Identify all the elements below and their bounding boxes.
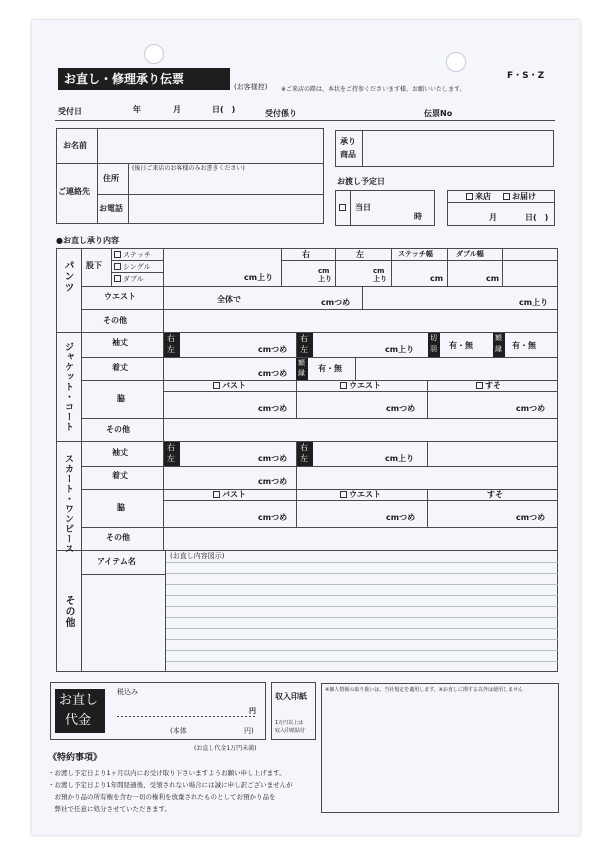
skirt-waist-checkbox[interactable]: [340, 491, 347, 498]
skirt-waist-label: ウエスト: [349, 490, 381, 499]
header-underline: [55, 120, 555, 121]
gaku-yes-no[interactable]: 有・無: [512, 341, 536, 350]
left-cm-up: cm 上り: [373, 267, 387, 284]
terms-line-3: お預かり品の所有権を含む一切の権利を放棄されたものとしてお預かり品を: [48, 793, 276, 801]
stitch-label: ステッチ: [123, 251, 151, 259]
jacket-sleeve-right: 右: [167, 334, 175, 343]
skirt-bust-checkbox[interactable]: [213, 491, 220, 498]
jacket-other-label: その他: [106, 425, 130, 434]
terms-line-2: ・お渡し予定日より1年間経過後、受領されない場合には誠に申し訳ございませんが: [48, 781, 293, 789]
skirt-other-label: その他: [106, 533, 130, 542]
jacket-waist-cm-take: cmつめ: [386, 404, 416, 413]
stitch-width-cm: cm: [430, 274, 444, 283]
terms-title: 《特約事項》: [48, 753, 103, 763]
hem-cm-up: cm上り: [244, 273, 274, 282]
jacket-hem-label: すそ: [485, 381, 501, 390]
phone-label: お電話: [99, 204, 123, 213]
visit-checkbox[interactable]: [466, 193, 473, 200]
skirt-other-field[interactable]: [164, 528, 557, 550]
terms-line-1: ・お渡し予定日より1ヶ月以内にお受け取り下さいますようお願い申し上げます。: [48, 769, 286, 777]
stitch-width-label: ステッチ幅: [398, 250, 433, 258]
form-code: F・S・Z: [507, 71, 545, 81]
skirt-sleeve-left: 左: [167, 454, 175, 463]
skirt-side-label: 脇: [117, 503, 125, 512]
jacket-length-label: 着丈: [112, 363, 128, 372]
date-day: 日( ): [212, 105, 236, 114]
skirt-sleeve-cm-take: cmつめ: [258, 454, 288, 463]
single-checkbox[interactable]: [114, 263, 121, 270]
jacket-en-label: 縁: [298, 369, 305, 377]
skirt-length-label: 着丈: [112, 471, 128, 480]
skirt-sleeve-label: 袖丈: [112, 448, 128, 457]
skirt-hem-cm-take: cmつめ: [516, 513, 546, 522]
jacket-sleeve-cm-up: cm上り: [385, 345, 415, 354]
single-label: シングル: [123, 263, 151, 271]
skirt-hem-label: すそ: [487, 490, 503, 499]
gaku-label: 額: [495, 334, 502, 342]
skirt-section-label: スカート・ワンピース: [63, 454, 73, 554]
date-year: 年: [133, 105, 141, 114]
visit-label: 来店: [475, 192, 491, 201]
double-width-cm: cm: [486, 274, 500, 283]
item-label-2: 商品: [340, 150, 356, 159]
address-note: (後日ご来店のお客様のみお書きください): [132, 165, 245, 172]
jacket-side-label: 脇: [117, 394, 125, 403]
notice-text: ※ご来店の際は、本状をご持参くださいます様、お願いいたします。: [281, 86, 466, 93]
address-label: 住所: [103, 174, 119, 183]
punch-hole-left: [144, 44, 164, 64]
deliver-label: お届け: [512, 192, 536, 201]
jacket-gaku-label: 額: [298, 359, 305, 367]
diagram-label: (お直し内容図示): [170, 552, 225, 560]
pants-other-label: その他: [103, 316, 127, 325]
waist-cm-up: cm上り: [519, 298, 549, 307]
stamp-note-1: 1万円以上は: [275, 720, 304, 726]
diagram-field[interactable]: [166, 563, 557, 671]
same-day-checkbox[interactable]: [339, 204, 348, 212]
item-name-field[interactable]: [82, 575, 165, 671]
pants-left-label: 左: [356, 250, 364, 259]
skirt-sleeve-cm-up: cm上り: [385, 454, 415, 463]
payment-label-2: 代金: [65, 713, 92, 728]
contact-label: ご連絡先: [58, 187, 90, 196]
subtitle: (お客様控): [234, 83, 268, 91]
skirt-bust-cm-take: cmつめ: [258, 513, 288, 522]
stitch-checkbox[interactable]: [114, 251, 121, 258]
skirt-sleeve-left-2: 左: [300, 454, 308, 463]
same-day-label: 当日: [355, 203, 371, 212]
address-field[interactable]: [129, 175, 323, 193]
skirt-bust-label: バスト: [222, 490, 246, 499]
pants-right-label: 右: [302, 250, 310, 259]
item-field[interactable]: [363, 131, 553, 166]
jacket-section-label: ジャケット・コート: [63, 342, 73, 432]
tax-incl-field[interactable]: [117, 698, 247, 715]
skirt-length-cm-take: cmつめ: [258, 477, 288, 486]
base-label: (本体: [170, 727, 187, 735]
double-width-label: ダブル幅: [456, 250, 484, 258]
waist-label: ウエスト: [104, 292, 136, 301]
skirt-sleeve-right: 右: [167, 443, 175, 452]
payment-note: (お直し代金1万円未満): [194, 745, 257, 752]
staff-label: 受付係り: [265, 109, 297, 118]
jacket-other-field[interactable]: [164, 419, 557, 441]
base-yen: 円): [244, 727, 254, 735]
jacket-bust-checkbox[interactable]: [213, 382, 220, 389]
jacket-sleeve-cm-take: cmつめ: [258, 345, 288, 354]
kiri-label: 切: [430, 334, 437, 342]
name-field[interactable]: [98, 129, 323, 163]
overall-label: 全体で: [217, 295, 241, 304]
right-cm-up: cm 上り: [318, 267, 332, 284]
stamp-label: 収入印紙: [275, 692, 307, 701]
stamp-note-2: 収入印紙貼付: [275, 728, 306, 734]
waist-cm-take: cmつめ: [321, 298, 351, 307]
jacket-sleeve-left: 左: [167, 345, 175, 354]
jacket-sleeve-left-2: 左: [300, 345, 308, 354]
jacket-en-yes-no[interactable]: 有・無: [318, 364, 342, 373]
slip-number-label: 伝票No: [424, 109, 453, 118]
jacket-waist-checkbox[interactable]: [340, 382, 347, 389]
terms-line-4: 弊社で任意に処分させていただきます。: [48, 805, 171, 813]
pickup-label: お渡し予定日: [337, 177, 385, 186]
payment-label-1: お直し: [59, 693, 99, 708]
date-label: 受付日: [58, 107, 82, 116]
section-title: ●お直し承り内容: [56, 236, 119, 245]
jacket-hem-cm-take: cmつめ: [516, 404, 546, 413]
tax-incl-yen: 円: [249, 707, 256, 715]
item-label-1: 承り: [340, 137, 356, 146]
hem-label: 股下: [86, 261, 102, 270]
date-month: 月: [173, 105, 181, 114]
en-label: 縁: [495, 345, 502, 353]
others-section-label: その他: [63, 595, 74, 628]
pickup-day: 日( ): [525, 213, 549, 222]
pants-other-field[interactable]: [164, 310, 557, 332]
jacket-hem-checkbox[interactable]: [476, 382, 483, 389]
deliver-checkbox[interactable]: [503, 193, 510, 200]
jacket-sleeve-label: 袖丈: [112, 338, 128, 347]
jacket-bust-label: バスト: [222, 381, 246, 390]
kiri-yes-no[interactable]: 有・無: [449, 341, 473, 350]
phone-field[interactable]: [129, 195, 323, 223]
punch-hole-right: [446, 52, 466, 72]
jacket-sleeve-right-2: 右: [300, 334, 308, 343]
hour-label: 時: [414, 212, 422, 221]
skirt-sleeve-right-2: 右: [300, 443, 308, 452]
tax-incl-label: 税込み: [117, 688, 138, 696]
privacy-note: ※個人情報の取り扱いは、当社規定を適用します。※お直しに関する以外は使用しません: [325, 687, 523, 693]
double-label: ダブル: [123, 275, 144, 283]
jacket-length-cm-take: cmつめ: [258, 369, 288, 378]
privacy-box: [321, 683, 559, 813]
jacket-bust-cm-take: cmつめ: [258, 404, 288, 413]
jacket-waist-label: ウエスト: [349, 381, 381, 390]
slip-title: お直し・修理承り伝票: [64, 72, 185, 86]
pants-section-label: パンツ: [62, 260, 73, 293]
pickup-month: 月: [489, 213, 497, 222]
name-label: お名前: [63, 141, 87, 150]
double-checkbox[interactable]: [114, 275, 121, 282]
ha-label: 羽: [430, 345, 437, 353]
item-name-label: アイテム名: [97, 557, 136, 566]
skirt-waist-cm-take: cmつめ: [386, 513, 416, 522]
